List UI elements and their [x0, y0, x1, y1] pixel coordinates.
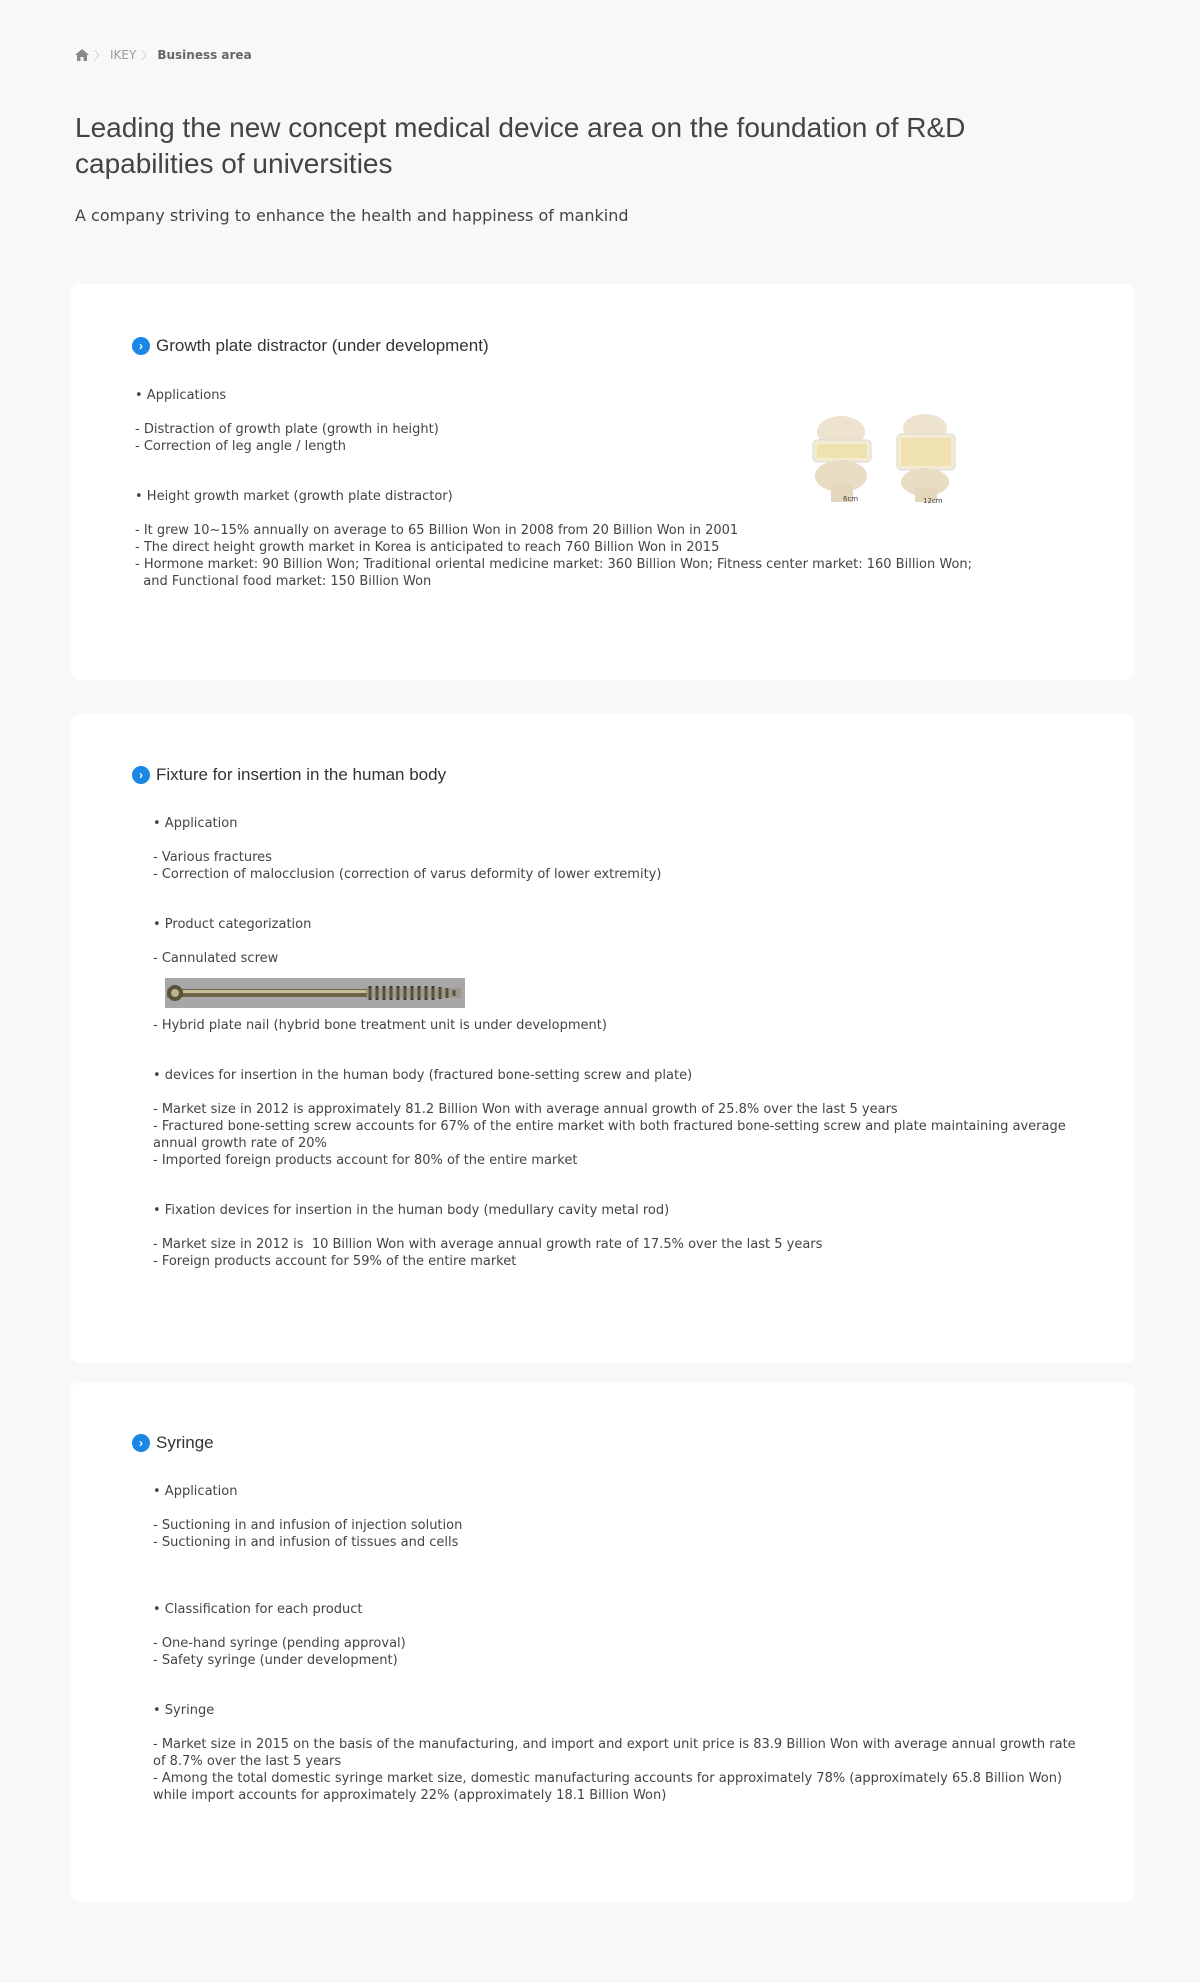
list-item: - Market size in 2012 is 10 Billion Won with average annual growth rate of 17.5% over the last 5 years — [153, 1237, 823, 1252]
list-item: - Distraction of growth plate (growth in height) — [135, 422, 439, 437]
chevron-right-circle-icon: › — [132, 766, 150, 784]
list-item: - Imported foreign products account for 80% of the entire market — [153, 1153, 578, 1168]
category-heading: • Product categorization — [153, 917, 312, 932]
page-subtitle: A company striving to enhance the health and happiness of mankind — [75, 206, 629, 225]
application-heading: • Application — [153, 1484, 238, 1499]
breadcrumb-item-ikey[interactable]: IKEY — [110, 48, 137, 62]
application-heading: • Application — [153, 816, 238, 831]
list-item: - It grew 10~15% annually on average to 65 Billion Won in 2008 from 20 Billion Won in 2001 — [135, 523, 739, 538]
chevron-right-circle-icon: › — [132, 1434, 150, 1452]
list-item: - Market size in 2012 is approximately 81.2 Billion Won with average annual growth of 25.8% over the last 5 years — [153, 1102, 898, 1117]
list-item: - Correction of leg angle / length — [135, 439, 347, 454]
classification-heading: • Classification for each product — [153, 1602, 363, 1617]
market-heading: • Height growth market (growth plate distractor) — [135, 489, 453, 504]
list-item: - Safety syringe (under development) — [153, 1653, 398, 1668]
list-item: - Correction of malocclusion (correction of varus deformity of lower extremity) — [153, 867, 662, 882]
list-item: - Hybrid plate nail (hybrid bone treatment unit is under development) — [153, 1018, 607, 1033]
list-item: - Cannulated screw — [153, 951, 279, 966]
syringe-heading: • Syringe — [153, 1703, 215, 1718]
section-title — [132, 765, 446, 785]
section-syringe — [70, 1382, 1135, 1902]
section-title — [132, 336, 489, 356]
list-item: - The direct height growth market in Korea is anticipated to reach 760 Billion Won in 2015 — [135, 540, 720, 555]
list-item: - Market size in 2015 on the basis of the manufacturing, and import and export unit price is 83.9 Billion Won with average annual growth rate of 8.7% over the last 5 years — [153, 1737, 1076, 1769]
list-item: - Hormone market: 90 Billion Won; Traditional oriental medicine market: 360 Billion Won; Fitness center market: 160 Billion Won; — [135, 557, 973, 572]
section-title-text: Fixture for insertion in the human body — [156, 765, 447, 784]
fixation-heading: • Fixation devices for insertion in the human body (medullary cavity metal rod) — [153, 1203, 670, 1218]
section-title-text: Syringe — [156, 1433, 214, 1452]
image-label-12cm: 12cm — [923, 497, 943, 504]
list-item: - Fractured bone-setting screw accounts for 67% of the entire market with both fractured bone-setting screw and plate maintaining average annual growth rate of 20% — [153, 1119, 1066, 1151]
section-growth-plate-distractor — [70, 284, 1135, 680]
list-item: - Various fractures — [153, 850, 272, 865]
breadcrumb-item-current: Business area — [157, 48, 252, 62]
image-label-6cm: 6cm — [843, 495, 859, 503]
section-fixture — [70, 714, 1135, 1363]
knee-joint-image — [803, 414, 963, 504]
chevron-right-icon: 〉 — [141, 49, 153, 62]
section-title-text: Growth plate distractor (under development) — [156, 336, 489, 355]
chevron-right-icon: 〉 — [94, 49, 105, 62]
list-item: - One-hand syringe (pending approval) — [153, 1636, 406, 1651]
applications-heading: • Applications — [135, 388, 227, 403]
section-title — [132, 1433, 214, 1453]
list-item: - Suctioning in and infusion of injection solution — [153, 1518, 463, 1533]
devices-heading: • devices for insertion in the human body (fractured bone-setting screw and plate) — [153, 1068, 693, 1083]
cannulated-screw-image — [165, 978, 465, 1008]
breadcrumb — [75, 47, 252, 63]
page-title: Leading the new concept medical device area on the foundation of R&D capabilities of universities — [75, 112, 966, 179]
list-item: and Functional food market: 150 Billion Won — [135, 574, 432, 589]
home-icon[interactable] — [75, 49, 89, 61]
list-item: - Foreign products account for 59% of the entire market — [153, 1254, 517, 1269]
chevron-right-circle-icon: › — [132, 337, 150, 355]
list-item: - Among the total domestic syringe market size, domestic manufacturing accounts for approximately 78% (approximately 65.8 Billion Won) while import accounts for approximately 22% (approximately 18.1 Billion Won) — [153, 1771, 1063, 1803]
list-item: - Suctioning in and infusion of tissues and cells — [153, 1535, 459, 1550]
